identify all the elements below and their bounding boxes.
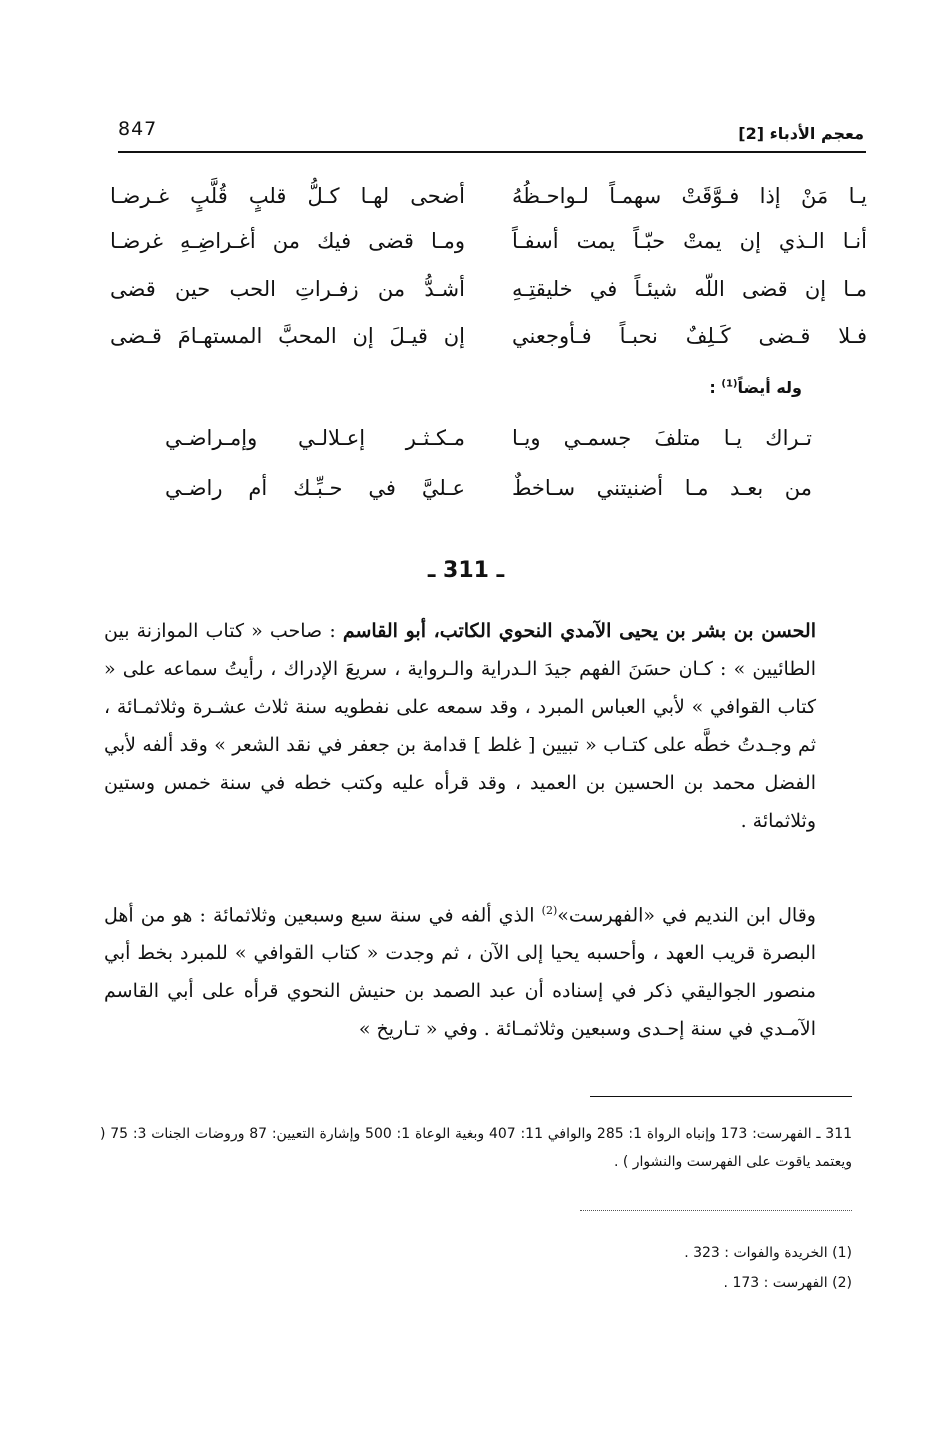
footnote-separator (580, 1210, 852, 1211)
sources-note: 311 ـ الفهرست: 173 وإنباه الرواة 1: 285 والوافي 11: 407 وبغية الوعاة 1: 500 وإشارة التعيين: 87 وروضات الجنات 3: 75 ( ويعتمد ياقوت على الفهرست والنشوار ) . (100, 1126, 853, 1170)
entry-number: ـ 311 ـ (427, 558, 505, 583)
intro-colon: : (709, 378, 722, 397)
biography-paragraph-2 (104, 892, 816, 1048)
paragraph-text: : صاحب « كتاب الموازنة بين الطائيين » : كـان حسَنَ الفهم جيدَ الـدراية والـرواية ، سريعَ الإدراك ، رأيتُ سماعه على « كتاب القوافي » لأبي العباس المبرد ، وقد سمعه على نفطويه سنة ثلاث عشـرة وثلاثمـائة ، ثم وجـدتُ خطَّه على كتـاب « تبيين [ غلط ] قدامة بن جعفر في نقد الشعر » وقد ألفه لأبي الفضل محمد بن الحسين بن العميد ، وقد قرأه عليه وكتب خطه في سنة خمس وستين وثلاثمائة . (104, 620, 816, 832)
footnote-rule (590, 1096, 852, 1097)
verse-line (165, 420, 812, 456)
entry-name: الحسن بن بشر بن يحيى الآمدي النحوي الكاتب، أبو القاسم (342, 620, 817, 642)
footnote: (1) الخريدة والفوات : 323 . (684, 1245, 852, 1261)
footnote: (2) الفهرست : 173 . (723, 1275, 852, 1291)
verse-second-hemistich: أضحى لهـا كـلُّ قلبٍ قُلَّبٍ غـرضـا (110, 184, 465, 208)
poem-first (110, 178, 867, 358)
verse-second-hemistich: إن قيـلَ إن المحبَّ المستهـامَ قـضى (110, 324, 465, 348)
page-header (118, 114, 864, 154)
verse-second-hemistich: عـليَّ في حـبِّـك أم راضـي (165, 476, 465, 500)
intro-text: وله أيضاً (737, 378, 802, 397)
page-number: 847 (118, 118, 158, 140)
footnote-ref: (1) (721, 378, 738, 390)
verse-second-hemistich: ومـا قضى فيك من أغـراضِـهِ غرضـا (110, 229, 465, 253)
running-title: معجم الأدباء [2] (738, 124, 864, 143)
verse-line (110, 318, 867, 354)
biography-paragraph (104, 612, 816, 840)
paragraph-text: وقال ابن النديم في «الفهرست» (557, 904, 816, 927)
verse-first-hemistich: مـا إن قضى اللّه شيئـاً في خليقتِـهِ (512, 277, 867, 301)
verse-line (165, 470, 812, 506)
verse-line (110, 271, 867, 307)
footnote-ref: (2) (541, 904, 558, 917)
poem-second (165, 420, 812, 520)
verse-first-hemistich: تـراك يـا متلفَ جسمـي ويـا (512, 426, 812, 450)
verse-first-hemistich: أنـا الـذي إن يمتْ حبّـاً يمت أسفـاً (512, 229, 867, 253)
verse-first-hemistich: من بعـد مـا أضنيتني سـاخطٌ (512, 476, 812, 500)
paragraph-text: الذي ألفه في سنة سبع وسبعين وثلاثمائة : هو من أهل البصرة قريب العهد ، وأحسبه يحيا إلى الآن ، ثم وجدت « كتاب القوافي » للمبرد بخط أبي منصور الجواليقي ذكر في إسناده أن عبد الصمد بن حنيش النحوي قرأه على أبي القاسم الآمـدي في سنة إحـدى وسبعين وثلاثمـائة . وفي « تـاريخ » (104, 904, 816, 1041)
verse-line (110, 178, 867, 214)
verse-second-hemistich: أشـدُّ من زفـراتِ الحب حين قضى (110, 277, 465, 301)
verse-first-hemistich: يـا مَنْ إذا فـوَّقَتْ سهمـاً لـواحـظُهُ (512, 184, 867, 208)
verse-first-hemistich: فـلا قـضى كَـلِفٌ نحبـاً فـأوجعني (512, 324, 867, 348)
verse-second-hemistich: مـكـثـر إعـلالـي وإمـراضـي (165, 426, 465, 450)
verse-line (110, 223, 867, 259)
header-rule (118, 151, 866, 153)
verse-intro (709, 378, 802, 397)
